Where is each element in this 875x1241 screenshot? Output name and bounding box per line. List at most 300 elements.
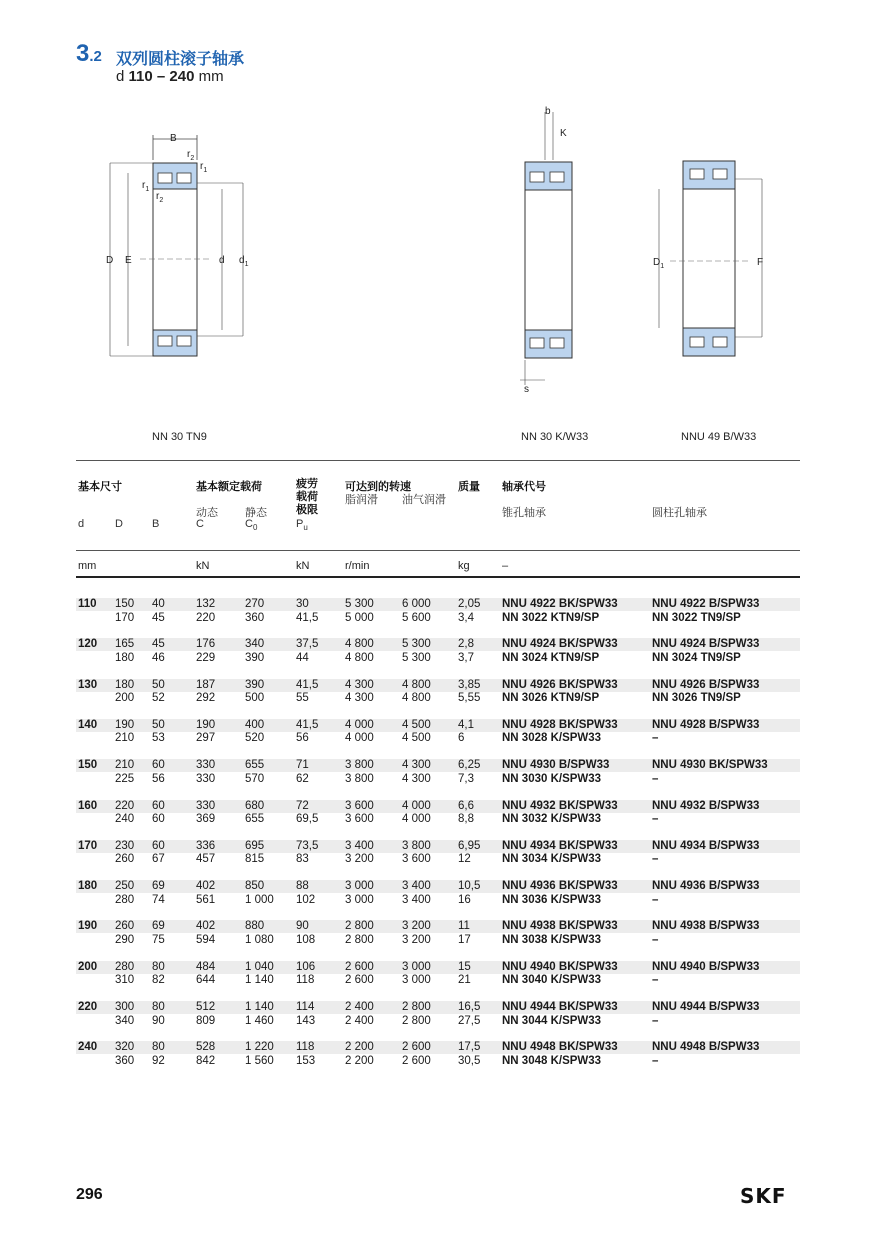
cell-c0: 1 140 <box>245 1001 274 1013</box>
cell-c0: 680 <box>245 799 265 812</box>
cell-d: 140 <box>78 718 98 731</box>
cell-mass: 8,8 <box>458 813 474 825</box>
cell-oil: 5 600 <box>402 611 431 624</box>
cell-d: 280 <box>115 893 135 906</box>
cell-tapered: NN 3038 K/SPW33 <box>502 933 602 946</box>
table-row <box>76 692 800 705</box>
cell-mass: 6,25 <box>458 759 481 772</box>
table-row-group <box>76 1041 800 1069</box>
label-E: E <box>125 255 132 266</box>
page-title: 双列圆柱滚子轴承 <box>116 51 245 68</box>
cell-oil: 4 800 <box>402 678 431 691</box>
cell-d: 240 <box>78 1041 98 1054</box>
cell-c0: 1 140 <box>245 974 274 987</box>
cell-b: 60 <box>152 839 165 852</box>
cell-d: 190 <box>115 718 135 731</box>
cell-pu: 73,5 <box>296 839 319 852</box>
table-row <box>76 920 800 933</box>
cell-mass: 6 <box>458 732 465 745</box>
cell-b: 53 <box>152 732 165 745</box>
cell-mass: 6,95 <box>458 839 481 852</box>
cell-c0: 655 <box>245 759 265 772</box>
cell-cyl: NN 3022 TN9/SP <box>652 611 741 624</box>
th-col-d: d <box>78 518 85 530</box>
cell-oil: 4 000 <box>402 799 431 812</box>
cell-c: 330 <box>196 772 216 785</box>
cell-oil: 2 800 <box>402 1001 431 1013</box>
cell-mass: 16,5 <box>458 1001 481 1013</box>
cell-pu: 118 <box>296 974 315 987</box>
cell-mass: 3,85 <box>458 678 481 691</box>
cell-b: 60 <box>152 759 165 772</box>
cell-grease: 3 600 <box>345 799 374 812</box>
cell-c: 561 <box>196 893 216 906</box>
table-row <box>76 961 800 974</box>
label-r1-top: $r_1$ <box>200 161 208 174</box>
table-row <box>76 719 800 732</box>
th-static: 静态 <box>245 507 267 519</box>
section-number: 3.2 <box>76 40 102 67</box>
cell-grease: 3 000 <box>345 880 374 893</box>
cell-c: 330 <box>196 799 216 812</box>
cell-tapered: NNU 4922 BK/SPW33 <box>502 598 618 610</box>
cell-d: 230 <box>115 839 135 852</box>
cell-cyl: NNU 4936 B/SPW33 <box>652 880 760 893</box>
table-row <box>76 894 800 907</box>
cell-c: 484 <box>196 960 216 973</box>
cell-pu: 30 <box>296 598 309 610</box>
cell-mass: 15 <box>458 960 471 973</box>
th-fatigue: 疲劳 载荷 极限 <box>296 478 318 516</box>
label-D1: $D_1$ <box>653 257 665 270</box>
label-K: K <box>560 128 567 139</box>
cell-grease: 2 600 <box>345 960 374 973</box>
cell-mass: 16 <box>458 893 471 906</box>
cell-c0: 520 <box>245 732 265 745</box>
cell-mass: 10,5 <box>458 880 481 893</box>
cell-b: 90 <box>152 1014 165 1027</box>
cell-mass: 2,05 <box>458 598 481 610</box>
cell-c: 402 <box>196 880 216 893</box>
cell-oil: 3 000 <box>402 974 431 987</box>
cell-b: 69 <box>152 920 165 933</box>
cell-d: 150 <box>78 759 98 772</box>
cell-d: 150 <box>115 598 135 610</box>
cell-pu: 90 <box>296 920 309 933</box>
table-row-group <box>76 961 800 989</box>
unit-dash: – <box>502 560 509 572</box>
cell-oil: 5 300 <box>402 651 431 664</box>
cell-grease: 5 300 <box>345 598 374 610</box>
table-row <box>76 1001 800 1014</box>
cell-c: 187 <box>196 678 216 691</box>
cell-c: 176 <box>196 638 216 651</box>
cell-pu: 41,5 <box>296 611 319 624</box>
cell-c: 809 <box>196 1014 216 1027</box>
cell-oil: 4 300 <box>402 759 431 772</box>
table-row <box>76 773 800 786</box>
page-number: 296 <box>76 1186 103 1203</box>
table-row <box>76 853 800 866</box>
cell-b: 45 <box>152 611 165 624</box>
cell-c: 330 <box>196 759 216 772</box>
cell-cyl: – <box>652 974 659 987</box>
cell-oil: 3 400 <box>402 880 431 893</box>
cell-c: 292 <box>196 692 216 705</box>
cell-b: 60 <box>152 813 165 825</box>
cell-grease: 2 400 <box>345 1014 374 1027</box>
cell-c0: 1 080 <box>245 933 274 946</box>
cell-pu: 44 <box>296 651 309 664</box>
drawing-nnu49bw33 <box>645 155 775 365</box>
cell-grease: 4 800 <box>345 638 374 651</box>
table-row-group <box>76 920 800 948</box>
th-col-B: B <box>152 518 160 530</box>
cell-pu: 55 <box>296 692 309 705</box>
cell-pu: 69,5 <box>296 813 319 825</box>
cell-oil: 3 400 <box>402 893 431 906</box>
table-top-rule <box>76 460 800 461</box>
cell-c0: 400 <box>245 718 265 731</box>
cell-mass: 27,5 <box>458 1014 481 1027</box>
cell-grease: 2 200 <box>345 1041 374 1054</box>
cell-mass: 21 <box>458 974 471 987</box>
table-row <box>76 612 800 625</box>
cell-tapered: NNU 4934 BK/SPW33 <box>502 839 618 852</box>
th-load-ratings: 基本额定载荷 <box>196 481 262 493</box>
cell-b: 67 <box>152 853 165 866</box>
cell-c: 190 <box>196 718 216 731</box>
cell-cyl: NNU 4922 B/SPW33 <box>652 598 760 610</box>
cell-tapered: NNU 4936 BK/SPW33 <box>502 880 618 893</box>
cell-cyl: NNU 4940 B/SPW33 <box>652 960 760 973</box>
cell-tapered: NN 3030 K/SPW33 <box>502 772 602 785</box>
cell-tapered: NNU 4944 BK/SPW33 <box>502 1001 618 1013</box>
cell-c0: 1 040 <box>245 960 274 973</box>
cell-oil: 6 000 <box>402 598 431 610</box>
cell-b: 80 <box>152 960 165 973</box>
label-b: b <box>545 106 551 117</box>
cell-oil: 3 200 <box>402 933 431 946</box>
table-row <box>76 934 800 947</box>
unit-mm: mm <box>78 560 97 572</box>
cell-c: 336 <box>196 839 216 852</box>
cell-b: 46 <box>152 651 165 664</box>
cell-grease: 3 200 <box>345 853 374 866</box>
cell-grease: 2 800 <box>345 920 374 933</box>
cell-grease: 3 600 <box>345 813 374 825</box>
table-row-group <box>76 1001 800 1029</box>
cell-pu: 72 <box>296 799 309 812</box>
cell-d: 130 <box>78 678 98 691</box>
cell-cyl: NNU 4932 B/SPW33 <box>652 799 760 812</box>
cell-oil: 4 800 <box>402 692 431 705</box>
cell-c0: 1 220 <box>245 1041 274 1054</box>
label-r1-left: $r_1$ <box>142 180 150 193</box>
cell-oil: 2 800 <box>402 1014 431 1027</box>
cell-pu: 102 <box>296 893 316 906</box>
cell-c: 229 <box>196 651 216 664</box>
cell-b: 52 <box>152 692 165 705</box>
cell-d: 200 <box>115 692 135 705</box>
cell-cyl: NNU 4924 B/SPW33 <box>652 638 760 651</box>
cell-tapered: NN 3040 K/SPW33 <box>502 974 602 987</box>
cell-c: 297 <box>196 732 216 745</box>
table-row-group <box>76 679 800 707</box>
cell-pu: 56 <box>296 732 309 745</box>
table-unit-rule <box>76 576 800 578</box>
cell-cyl: – <box>652 1054 659 1067</box>
cell-mass: 2,8 <box>458 638 474 651</box>
cell-oil: 5 300 <box>402 638 431 651</box>
cell-c0: 815 <box>245 853 265 866</box>
table-row-group <box>76 759 800 787</box>
th-oil: 油气润滑 <box>402 494 446 506</box>
cell-tapered: NN 3036 K/SPW33 <box>502 893 602 906</box>
cell-c: 457 <box>196 853 216 866</box>
cell-pu: 62 <box>296 772 309 785</box>
cell-c0: 570 <box>245 772 265 785</box>
cell-c0: 695 <box>245 839 265 852</box>
cell-pu: 143 <box>296 1014 316 1027</box>
table-row <box>76 840 800 853</box>
cell-b: 50 <box>152 678 165 691</box>
cell-oil: 4 300 <box>402 772 431 785</box>
cell-d: 260 <box>115 853 135 866</box>
cell-c: 512 <box>196 1001 216 1013</box>
table-row-group <box>76 598 800 626</box>
table-header-rule <box>76 550 800 551</box>
cell-cyl: NN 3026 TN9/SP <box>652 692 741 705</box>
table-row <box>76 974 800 987</box>
cell-c0: 390 <box>245 678 265 691</box>
cell-cyl: NNU 4948 B/SPW33 <box>652 1041 760 1054</box>
cell-d: 180 <box>115 678 135 691</box>
cell-c: 132 <box>196 598 216 610</box>
cell-cyl: NNU 4930 BK/SPW33 <box>652 759 768 772</box>
cell-tapered: NNU 4930 B/SPW33 <box>502 759 610 772</box>
cell-c0: 850 <box>245 880 265 893</box>
cell-tapered: NN 3032 K/SPW33 <box>502 813 602 825</box>
cell-grease: 3 800 <box>345 759 374 772</box>
cell-d: 210 <box>115 732 135 745</box>
cell-mass: 12 <box>458 853 471 866</box>
cell-grease: 5 000 <box>345 611 374 624</box>
caption-nn30tn9: NN 30 TN9 <box>152 431 207 443</box>
cell-grease: 3 800 <box>345 772 374 785</box>
cell-cyl: NNU 4926 B/SPW33 <box>652 678 760 691</box>
table-row <box>76 1015 800 1028</box>
cell-tapered: NN 3048 K/SPW33 <box>502 1054 602 1067</box>
th-grease: 脂润滑 <box>345 494 378 506</box>
cell-tapered: NN 3024 KTN9/SP <box>502 651 600 664</box>
cell-c: 594 <box>196 933 216 946</box>
th-basic-dims: 基本尺寸 <box>78 481 122 493</box>
cell-c0: 655 <box>245 813 265 825</box>
label-r2-top: $r_2$ <box>187 149 195 162</box>
cell-b: 75 <box>152 933 165 946</box>
cell-c: 842 <box>196 1054 216 1067</box>
cell-c0: 1 460 <box>245 1014 274 1027</box>
cell-d: 250 <box>115 880 135 893</box>
cell-d: 260 <box>115 920 135 933</box>
cell-c: 369 <box>196 813 216 825</box>
table-row <box>76 880 800 893</box>
cell-b: 74 <box>152 893 165 906</box>
th-tapered-bore: 锥孔轴承 <box>502 507 546 519</box>
cell-pu: 153 <box>296 1054 316 1067</box>
cell-cyl: NN 3024 TN9/SP <box>652 651 741 664</box>
cell-mass: 17 <box>458 933 471 946</box>
table-row <box>76 598 800 611</box>
cell-pu: 118 <box>296 1041 315 1054</box>
label-D: D <box>106 255 114 266</box>
cell-grease: 4 300 <box>345 678 374 691</box>
cell-grease: 4 000 <box>345 732 374 745</box>
cell-c: 644 <box>196 974 216 987</box>
cell-grease: 2 200 <box>345 1054 374 1067</box>
cell-cyl: – <box>652 893 659 906</box>
cell-mass: 11 <box>458 920 470 933</box>
cell-tapered: NNU 4928 BK/SPW33 <box>502 718 618 731</box>
cell-oil: 3 800 <box>402 839 431 852</box>
label-B: B <box>170 133 177 144</box>
unit-rmin: r/min <box>345 560 370 572</box>
cell-d: 165 <box>115 638 135 651</box>
cell-d: 280 <box>115 960 135 973</box>
cell-tapered: NN 3026 KTN9/SP <box>502 692 600 705</box>
cell-d: 170 <box>78 839 98 852</box>
cell-d: 300 <box>115 1001 135 1013</box>
cell-grease: 2 400 <box>345 1001 374 1013</box>
cell-oil: 3 600 <box>402 853 431 866</box>
cell-b: 56 <box>152 772 165 785</box>
unit-kg: kg <box>458 560 470 572</box>
cell-d: 225 <box>115 772 135 785</box>
cell-tapered: NNU 4924 BK/SPW33 <box>502 638 618 651</box>
skf-logo: SKF <box>740 1184 787 1208</box>
cell-tapered: NNU 4940 BK/SPW33 <box>502 960 618 973</box>
label-d1: $d_1$ <box>239 255 249 268</box>
cell-tapered: NNU 4948 BK/SPW33 <box>502 1041 618 1054</box>
cell-grease: 4 000 <box>345 718 374 731</box>
cell-c0: 880 <box>245 920 265 933</box>
cell-mass: 5,55 <box>458 692 481 705</box>
cell-cyl: – <box>652 732 659 745</box>
caption-nn30kw33: NN 30 K/W33 <box>521 431 589 443</box>
cell-d: 310 <box>115 974 135 987</box>
th-dynamic: 动态 <box>196 507 218 519</box>
cell-d: 190 <box>78 920 98 933</box>
cell-d: 120 <box>78 638 98 651</box>
cell-oil: 4 000 <box>402 813 431 825</box>
cell-d: 110 <box>78 598 97 610</box>
table-row <box>76 679 800 692</box>
cell-d: 160 <box>78 799 98 812</box>
cell-pu: 114 <box>296 1001 315 1013</box>
label-d: d <box>219 255 225 266</box>
th-designations: 轴承代号 <box>502 481 546 493</box>
cell-c0: 390 <box>245 651 265 664</box>
cell-grease: 3 400 <box>345 839 374 852</box>
cell-c: 220 <box>196 611 216 624</box>
cell-pu: 41,5 <box>296 718 319 731</box>
label-r2-left: $r_2$ <box>156 191 164 204</box>
cell-b: 82 <box>152 974 165 987</box>
cell-tapered: NN 3022 KTN9/SP <box>502 611 600 624</box>
cell-d: 210 <box>115 759 135 772</box>
cell-grease: 4 300 <box>345 692 374 705</box>
cell-pu: 37,5 <box>296 638 319 651</box>
cell-grease: 4 800 <box>345 651 374 664</box>
cell-pu: 41,5 <box>296 678 319 691</box>
label-F: F <box>757 257 764 268</box>
cell-grease: 3 000 <box>345 893 374 906</box>
caption-nnu49bw33: NNU 49 B/W33 <box>681 431 757 443</box>
cell-mass: 17,5 <box>458 1041 481 1054</box>
cell-oil: 3 200 <box>402 920 431 933</box>
table-row <box>76 813 800 826</box>
table-row <box>76 1055 800 1068</box>
cell-cyl: – <box>652 772 659 785</box>
cell-d: 220 <box>78 1001 98 1013</box>
cell-cyl: NNU 4938 B/SPW33 <box>652 920 760 933</box>
cell-pu: 71 <box>296 759 309 772</box>
cell-pu: 88 <box>296 880 309 893</box>
cell-mass: 7,3 <box>458 772 474 785</box>
cell-c0: 340 <box>245 638 265 651</box>
cell-d: 320 <box>115 1041 135 1054</box>
cell-b: 69 <box>152 880 165 893</box>
cell-oil: 4 500 <box>402 732 431 745</box>
table-row-group <box>76 840 800 868</box>
cell-b: 40 <box>152 598 165 610</box>
cell-tapered: NNU 4938 BK/SPW33 <box>502 920 618 933</box>
cell-cyl: NNU 4944 B/SPW33 <box>652 1001 760 1013</box>
table-row-group <box>76 638 800 666</box>
cell-oil: 2 600 <box>402 1054 431 1067</box>
cell-d: 180 <box>115 651 135 664</box>
unit-kn-ratings: kN <box>196 560 210 572</box>
cell-d: 240 <box>115 813 135 825</box>
cell-d: 220 <box>115 799 135 812</box>
table-row <box>76 638 800 651</box>
cell-tapered: NN 3044 K/SPW33 <box>502 1014 602 1027</box>
th-col-D: D <box>115 518 123 530</box>
table-row <box>76 1041 800 1054</box>
table-row <box>76 759 800 772</box>
cell-c: 402 <box>196 920 216 933</box>
cell-b: 50 <box>152 718 165 731</box>
cell-mass: 4,1 <box>458 718 474 731</box>
cell-b: 92 <box>152 1054 165 1067</box>
cell-b: 80 <box>152 1041 165 1054</box>
cell-d: 360 <box>115 1054 135 1067</box>
cell-c0: 1 000 <box>245 893 274 906</box>
drawing-nn30kw33 <box>510 100 590 395</box>
cell-d: 180 <box>78 880 98 893</box>
page-subtitle: d 110 – 240 mm <box>116 68 224 85</box>
cell-mass: 3,4 <box>458 611 474 624</box>
cell-pu: 83 <box>296 853 309 866</box>
cell-c0: 270 <box>245 598 265 610</box>
cell-grease: 2 600 <box>345 974 374 987</box>
table-row <box>76 800 800 813</box>
th-mass: 质量 <box>458 481 480 493</box>
cell-mass: 30,5 <box>458 1054 481 1067</box>
cell-cyl: – <box>652 813 659 825</box>
drawing-nn30tn9 <box>100 125 260 365</box>
